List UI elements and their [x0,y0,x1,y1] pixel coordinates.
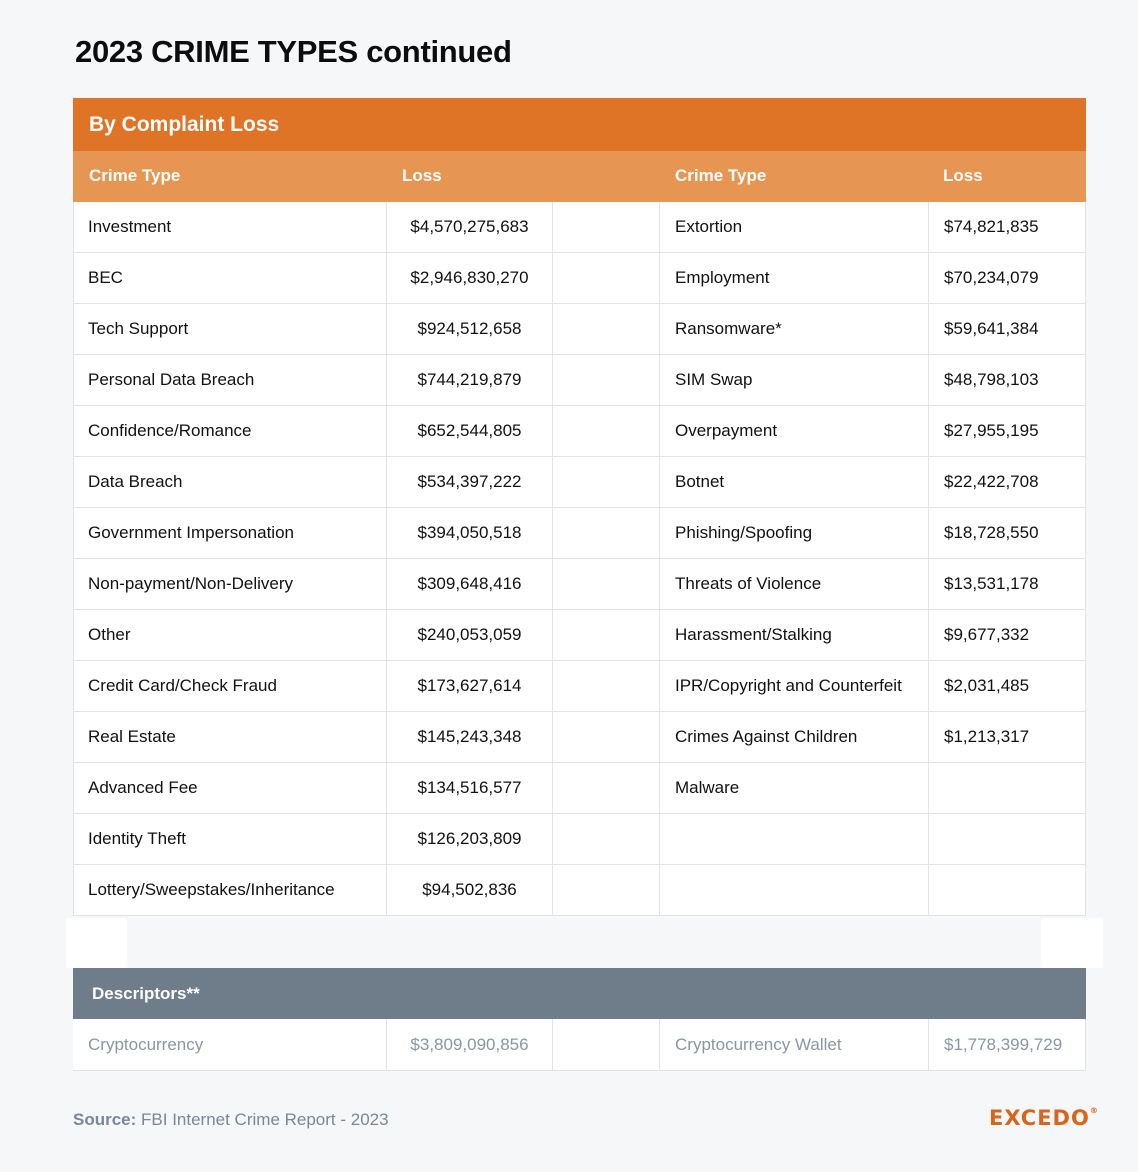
crime-type-right [660,406,929,457]
spacer-left [66,918,127,968]
loss-right [929,457,1086,508]
table-row [73,559,1086,610]
loss-left-text: $173,627,614 [417,676,522,695]
loss-right-text: $59,641,384 [944,319,1039,338]
loss-right-text: $1,213,317 [944,727,1030,746]
crime-type-left [73,763,387,814]
crime-type-right-text: Employment [675,268,770,287]
loss-left [387,202,553,253]
crime-type-left [73,661,387,712]
crime-type-left-text: Investment [88,217,172,236]
logo-text: EXCEDO [989,1106,1090,1130]
crime-type-right-text: Crimes Against Children [675,727,858,746]
crime-type-left-text: Credit Card/Check Fraud [88,676,277,695]
logo-mark: ® [1089,1106,1099,1115]
loss-left-text: $126,203,809 [417,829,522,848]
table-row [73,610,1086,661]
loss-left [387,712,553,763]
crime-type-left-text: Real Estate [88,727,176,746]
row-spacer [553,814,660,865]
crime-type-right [660,253,929,304]
crime-type-left [73,406,387,457]
table-row [73,763,1086,814]
loss-left [387,406,553,457]
loss-left [387,865,553,916]
crime-type-right-text: Threats of Violence [675,574,822,593]
loss-left-text: $2,946,830,270 [410,268,529,287]
crime-type-right-text: Phishing/Spoofing [675,523,813,542]
loss-left [387,814,553,865]
loss-right-text: $22,422,708 [944,472,1039,491]
loss-left [387,355,553,406]
descriptor-type-left [73,1019,387,1071]
crime-type-left [73,355,387,406]
crime-type-left-text: Confidence/Romance [88,421,252,440]
crime-type-left [73,712,387,763]
loss-right [929,253,1086,304]
loss-right-text: $13,531,178 [944,574,1039,593]
crime-type-left [73,253,387,304]
loss-right-text: $27,955,195 [944,421,1039,440]
loss-left-text: $534,397,222 [417,472,522,491]
descriptor-loss-left-text: $3,809,090,856 [410,1035,529,1054]
loss-left [387,559,553,610]
table-row [73,865,1086,916]
crime-type-left [73,508,387,559]
crime-type-right [660,508,929,559]
loss-left [387,763,553,814]
loss-right [929,763,1086,814]
loss-left-text: $240,053,059 [417,625,522,644]
section-header: By Complaint Loss [73,98,1086,151]
loss-left-text: $145,243,348 [417,727,522,746]
loss-right [929,559,1086,610]
table-row [73,661,1086,712]
crime-type-right [660,712,929,763]
loss-left-text: $309,648,416 [417,574,522,593]
row-spacer [553,304,660,355]
descriptor-spacer [553,1019,660,1071]
loss-left [387,253,553,304]
crime-type-left [73,202,387,253]
loss-left [387,304,553,355]
spacer-right [1041,918,1103,968]
loss-left [387,610,553,661]
table-row [73,712,1086,763]
spacer-strip [127,918,1041,968]
crime-type-left-text: Data Breach [88,472,183,491]
crime-type-left-text: Identity Theft [88,829,186,848]
descriptors-header [73,968,1086,1019]
crime-type-left [73,304,387,355]
loss-right-text: $2,031,485 [944,676,1030,695]
loss-right-text: $18,728,550 [944,523,1039,542]
crime-type-right-text: Ransomware* [675,319,782,338]
table-row [73,406,1086,457]
loss-left [387,661,553,712]
source-text: FBI Internet Crime Report - 2023 [136,1110,389,1129]
crime-type-left [73,457,387,508]
column-header-loss-right: Loss [943,166,983,185]
table-spacer [66,918,1103,968]
descriptor-type-right [660,1019,929,1071]
crime-type-right-text: Malware [675,778,740,797]
column-header-loss-left: Loss [402,166,442,185]
loss-right-text [929,829,944,848]
page-title: 2023 CRIME TYPES continued [75,34,512,69]
crime-type-right-text: Overpayment [675,421,778,440]
loss-left-text: $924,512,658 [417,319,522,338]
crime-type-right-text: Harassment/Stalking [675,625,832,644]
table-row [73,355,1086,406]
loss-right [929,814,1086,865]
crime-type-right [660,865,929,916]
row-spacer [553,559,660,610]
crime-type-right [660,814,929,865]
crime-type-left-text: Tech Support [88,319,189,338]
crime-type-right [660,610,929,661]
loss-right [929,406,1086,457]
crime-type-right-text: Botnet [675,472,725,491]
crime-type-left-text: Lottery/Sweepstakes/Inheritance [88,880,335,899]
crime-type-right [660,763,929,814]
row-spacer [553,202,660,253]
loss-right [929,304,1086,355]
table-row [73,202,1086,253]
crime-type-left [73,865,387,916]
column-header-crime-type-right: Crime Type [675,166,767,185]
loss-left-text: $94,502,836 [422,880,517,899]
loss-left [387,508,553,559]
row-spacer [553,610,660,661]
complaint-loss-table [73,98,1086,916]
row-spacer [553,661,660,712]
descriptors-row [73,1019,1086,1071]
crime-type-right-text: Extortion [675,217,743,236]
loss-left-text: $394,050,518 [417,523,522,542]
loss-left-text: $744,219,879 [417,370,522,389]
loss-right-text [929,778,944,797]
loss-right-text: $48,798,103 [944,370,1039,389]
row-spacer [553,508,660,559]
crime-type-left [73,610,387,661]
crime-type-right-text: SIM Swap [675,370,753,389]
crime-type-left [73,559,387,610]
column-header-crime-type-left: Crime Type [89,166,181,185]
descriptor-loss-right-text: $1,778,399,729 [944,1035,1063,1054]
crime-type-right-text: IPR/Copyright and Counterfeit [675,676,902,695]
crime-type-left-text: Personal Data Breach [88,370,255,389]
excedo-logo [989,1106,1099,1130]
table-body [73,202,1086,916]
table-row [73,253,1086,304]
loss-left-text: $652,544,805 [417,421,522,440]
crime-type-right [660,355,929,406]
crime-type-left-text: Government Impersonation [88,523,294,542]
crime-type-right [660,202,929,253]
loss-right [929,355,1086,406]
loss-right-text [929,880,944,899]
row-spacer [553,457,660,508]
row-spacer [553,763,660,814]
loss-right-text: $70,234,079 [944,268,1039,287]
loss-right [929,865,1086,916]
crime-type-left-text: BEC [88,268,123,287]
loss-right [929,661,1086,712]
source-label: Source: [73,1110,137,1129]
table-row [73,814,1086,865]
loss-left-text: $134,516,577 [417,778,522,797]
descriptor-loss-left [387,1019,553,1071]
loss-right-text: $74,821,835 [944,217,1039,236]
descriptor-type-right-text: Cryptocurrency Wallet [675,1035,842,1054]
crime-type-right-text [660,829,675,848]
crime-type-left-text: Non-payment/Non-Delivery [88,574,294,593]
descriptors-title: Descriptors** [92,984,200,1003]
loss-left [387,457,553,508]
table-row [73,508,1086,559]
table-left-border [73,202,74,916]
loss-right [929,508,1086,559]
loss-right [929,712,1086,763]
table-row [73,457,1086,508]
row-spacer [553,865,660,916]
loss-right-text: $9,677,332 [944,625,1030,644]
crime-type-left [73,814,387,865]
crime-type-right-text [660,880,675,899]
row-spacer [553,355,660,406]
table-row [73,304,1086,355]
crime-type-right [660,457,929,508]
crime-type-right [660,559,929,610]
descriptor-loss-right [929,1019,1086,1071]
row-spacer [553,712,660,763]
crime-type-left-text: Advanced Fee [88,778,198,797]
crime-type-right [660,304,929,355]
loss-left-text: $4,570,275,683 [410,217,529,236]
descriptor-type-left-text: Cryptocurrency [88,1035,204,1054]
crime-type-left-text: Other [88,625,131,644]
source-footnote [73,1110,389,1130]
loss-right [929,202,1086,253]
loss-right [929,610,1086,661]
row-spacer [553,253,660,304]
row-spacer [553,406,660,457]
column-header-row [73,151,1086,202]
crime-type-right [660,661,929,712]
